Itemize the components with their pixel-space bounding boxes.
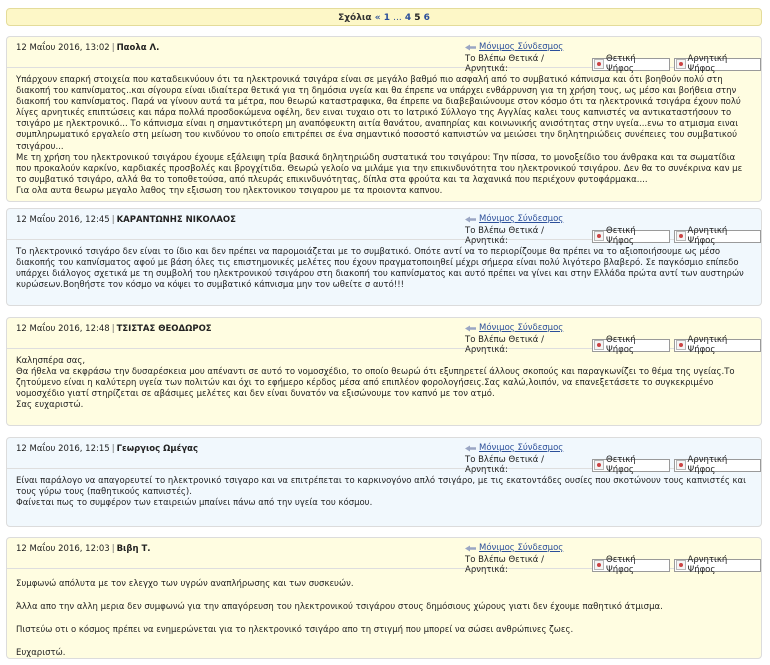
comment-body: [7, 68, 761, 203]
negative-vote-button[interactable]: Αρνητική Ψήφος: [674, 230, 761, 243]
vote-controls: [465, 555, 761, 575]
link-icon: [465, 216, 476, 223]
prev-page-link[interactable]: «: [374, 13, 381, 23]
broken-image-icon: [676, 560, 686, 570]
permalink[interactable]: Μόνιμος Σύνδεσμος: [465, 42, 563, 52]
current-page: 5: [414, 13, 421, 23]
comments-pagination: [6, 8, 762, 26]
comment: [6, 317, 762, 426]
comment-date: 12 Μαΐου 2016, 13:02: [16, 43, 110, 53]
comment-date: 12 Μαΐου 2016, 12:48: [16, 324, 110, 334]
comment-text: Το ηλεκτρονικό τσιγάρο δεν είναι το ίδιο και δεν πρέπει να παρομοιάζεται με το συμβατικό. Οπότε αντί να το περιορίζουμε θα πρέπει να το αξιοποιήσουμε ως μέσο διακοπής του καπνίσματος αφού με βάση όλες τις επιστημονικές μελέτες που έχουν πραγματοποιηθεί μέχρι σήμερα είναι πολύ λιγότερο βλαβερό. Σε παγκόσμιο επίπεδο υπάρχει διάλογος σχετικά με τη συμβολή του ηλεκτρονικού τσιγάρου στη διακοπή του καπνίσματος και αυτό πρέπει να γίνει και στην Ελλάδα πρώτα αντί των αυστηρών κυρώσεων.Βοηθήστε τον κόσμο να κόψει το συμβατικό κάπνισμα μην τον ωθείτε σ αυτό!!!: [16, 247, 744, 291]
permalink[interactable]: Μόνιμος Σύνδεσμος: [465, 214, 563, 224]
link-icon: [465, 445, 476, 452]
broken-image-icon: [594, 340, 604, 350]
positive-vote-button[interactable]: Θετική Ψήφος: [592, 559, 669, 572]
comment: [6, 208, 762, 306]
comment-paragraph: Πιστεύω οτι ο κόσμος πρέπει να ενημερώνεται για το ηλεκτρονικό τσιγάρο απο τη στιγμή που μπορεί να σώσει ανθρώπινες ζωες.: [16, 625, 574, 636]
comment-text: Υπάρχουν επαρκή στοιχεία που καταδεικνύουν ότι τα ηλεκτρονικά τσιγάρα είναι σε μεγάλο βαθμό πιο ασφαλή από το συμβατικό κάπνισμα και ότι βοηθούν πολύ στη διακοπή του καπνίσματος..και σίγουρα είναι ιδιαίτερα θετικά για τη δημόσια υγεία και θα έπρεπε να υπάρχει ενθάρρυνση για τη χρήση τους, ως μέσο και βοήθεια στην διακοπή του καπνίσματος. Παρά να γίνουν αυτά τα μέτρα, που θεωρώ καταστραφικα, θα έπρεπε να διαβεβαιώνουμε στον κόσμο ότι τα ηλεκτρονικά τσιγάρα έχουν πολύ λίγες αρνητικές επιπτώσεις και πάρα πολλά προσδοκώμενα οφέλη, δεν ειναι τυχαιο οτι το Ιατρικό Σύλλογο της Αγγλίας καλει τους καπνιστές να αντικαταστήσουν το τσιγάρο με ηλεκτρονικό... Το κάπνισμα είναι η σημαντικότερη μη αναπόφευκτη αιτία θανάτου, αναπηρίας και κοινωνικής ανισότητας στην υγεία...ενω το ατμισμα ειναι συμπληρωματικό εργαλείο στη μείωση του κινδύνου το οποίο επιτρέπει σε ένα σημαντικό ποσοστό καπνιστών να μειώσει την δηλητηριώδεις συνέπειες του συμβατικού τσιγάρου... Με τη χρήση του ηλεκτρονικού τσιγάρου έχουμε εξάλειψη τρία βασικά δηλητηριώδη συστατικά του τσιγάρου: Την πίσσα, το μονοξείδιο του άνθρακα και τα σωματίδια που προκαλούν καρκίνο, καρδιακές προσβολές και βρογχίτιδα. Θεωρώ γελοίο να μιλάμε για την επικινδυνότητα του ηλεκτρονικού τσιγάρου. Δεν θα το συνέκρινα καν με το συμβατικό τσιγάρο, αλλά θα το τοποθετούσα, από πλευράς επικινδυνότητας, δίπλα στα φρούτα και τα λαχανικά που περιέχουν φυτοφάρμακα.... Για ολα αυτα θεωρω μεγαλο λαθος την εξισωση του ηλεκτονικου τσιγαρου με τα προιοντα καπνου.: [16, 75, 743, 196]
pagination-ellipsis: ...: [393, 13, 402, 23]
positive-vote-button[interactable]: Θετική Ψήφος: [592, 230, 669, 243]
broken-image-icon: [594, 460, 604, 470]
broken-image-icon: [676, 460, 686, 470]
comment-body: [7, 469, 761, 515]
vote-label: Το Βλέπω Θετικά / Αρνητικά:: [465, 335, 544, 355]
comment-header: [7, 37, 761, 74]
vote-label: Το Βλέπω Θετικά / Αρνητικά:: [465, 226, 544, 246]
comment-meta: 12 Μαΐου 2016, 12:15 | Γεωργιος Ωμέγας: [16, 444, 199, 454]
comment-author: Βιβη Τ.: [116, 544, 151, 554]
vote-controls: [465, 54, 761, 74]
broken-image-icon: [594, 560, 604, 570]
comment-body: [7, 240, 761, 297]
page-link-4[interactable]: 4: [404, 13, 412, 23]
comment: [6, 36, 762, 202]
page-link-1[interactable]: 1: [383, 13, 390, 23]
broken-image-icon: [676, 231, 686, 241]
comment-meta: 12 Μαΐου 2016, 13:02 | Παολα Λ.: [16, 43, 160, 53]
negative-vote-button[interactable]: Αρνητική Ψήφος: [674, 58, 761, 71]
comment-author: Γεωργιος Ωμέγας: [116, 444, 199, 454]
comment-date: 12 Μαΐου 2016, 12:45: [16, 215, 110, 225]
comment-author: ΚΑΡΑΝΤΩΝΗΣ ΝΙΚΟΛΑΟΣ: [116, 215, 236, 225]
comment-date: 12 Μαΐου 2016, 12:15: [16, 444, 110, 454]
comment-body: [7, 349, 761, 417]
vote-label: Το Βλέπω Θετικά / Αρνητικά:: [465, 555, 544, 575]
vote-controls: [465, 455, 761, 475]
broken-image-icon: [676, 340, 686, 350]
vote-label: Το Βλέπω Θετικά / Αρνητικά:: [465, 54, 544, 74]
comment: [6, 437, 762, 527]
comment-header: [7, 209, 761, 246]
vote-controls: [465, 226, 761, 246]
positive-vote-button[interactable]: Θετική Ψήφος: [592, 459, 669, 472]
comment-text: Είναι παράλογο να απαγορευτεί το ηλεκτρονικό τσιγαρο και να επιτρέπεται το καρκινογόνο απλό τσιγάρο, με τις εκατοντάδες ουσίες που σκοτώνουν τους καπνιστές και τους γύρω τους (παθητικούς καπνιστές). Φαίνεται πως το συμφέρον των εταιρειών μπαίνει πάνω από την υγεία του κόσμου.: [16, 476, 747, 509]
comment-meta: 12 Μαΐου 2016, 12:48 | ΤΣΙΣΤΑΣ ΘΕΟΔΩΡΟΣ: [16, 324, 212, 334]
comment-body: [7, 569, 761, 665]
negative-vote-button[interactable]: Αρνητική Ψήφος: [674, 459, 761, 472]
permalink[interactable]: Μόνιμος Σύνδεσμος: [465, 323, 563, 333]
broken-image-icon: [594, 59, 604, 69]
comment-date: 12 Μαΐου 2016, 12:03: [16, 544, 110, 554]
page-link-6[interactable]: 6: [423, 13, 430, 23]
vote-controls: [465, 335, 761, 355]
comment-paragraph: Άλλα απο την αλλη μερια δεν συμφωνώ για την απαγόρευση του ηλεκτρονικού τσιγάρου στους δημόσιους χώρους γιατι δεν έχουμε παθητικό άτμισμα.: [16, 602, 663, 613]
negative-vote-button[interactable]: Αρνητική Ψήφος: [674, 339, 761, 352]
comment-paragraph: Συμφωνώ απόλυτα με τον ελεγχο των υγρών αναπλήρωσης και των συσκευών.: [16, 579, 354, 589]
comment-header: [7, 438, 761, 475]
broken-image-icon: [594, 231, 604, 241]
comment-paragraph: Ευχαριστώ.: [16, 648, 66, 659]
comment-header: [7, 538, 761, 575]
comments-label: Σχόλια: [338, 13, 372, 23]
comment: [6, 537, 762, 659]
link-icon: [465, 325, 476, 332]
positive-vote-button[interactable]: Θετική Ψήφος: [592, 58, 669, 71]
comment-meta: 12 Μαΐου 2016, 12:03 | Βιβη Τ.: [16, 544, 151, 554]
link-icon: [465, 545, 476, 552]
negative-vote-button[interactable]: Αρνητική Ψήφος: [674, 559, 761, 572]
comment-text: Καλησπέρα σας, Θα ήθελα να εκφράσω την δυσαρέσκεια μου απέναντι σε αυτό το νομοσχέδιο, το οποίο θεωρώ ότι εξυπηρετεί άλλους σκοπούς και παραγκωνίζει το θέμα της υγείας.Το ζητούμενο είναι η καλύτερη υγεία των πολιτών και όχι το εφήμερο κέρδος μέσα από επιπλέον φορολογήσεις.Σας καλώ,λοιπόν, να επανεξετάσετε το συγκεκριμένο νομοσχέδιο γιατί στηρίζεται σε αβάσιμες μελέτες και δεν είναι δυνατόν να εξισώνουμε τον καπνό με τον ατμό. Σας ευχαριστώ.: [16, 356, 735, 411]
broken-image-icon: [676, 59, 686, 69]
positive-vote-button[interactable]: Θετική Ψήφος: [592, 339, 669, 352]
comment-meta: 12 Μαΐου 2016, 12:45 | ΚΑΡΑΝΤΩΝΗΣ ΝΙΚΟΛΑΟΣ: [16, 215, 236, 225]
link-icon: [465, 44, 476, 51]
comment-header: [7, 318, 761, 355]
permalink[interactable]: Μόνιμος Σύνδεσμος: [465, 543, 563, 553]
vote-label: Το Βλέπω Θετικά / Αρνητικά:: [465, 455, 544, 475]
permalink[interactable]: Μόνιμος Σύνδεσμος: [465, 443, 563, 453]
comment-author: ΤΣΙΣΤΑΣ ΘΕΟΔΩΡΟΣ: [116, 324, 212, 334]
comment-author: Παολα Λ.: [116, 43, 160, 53]
